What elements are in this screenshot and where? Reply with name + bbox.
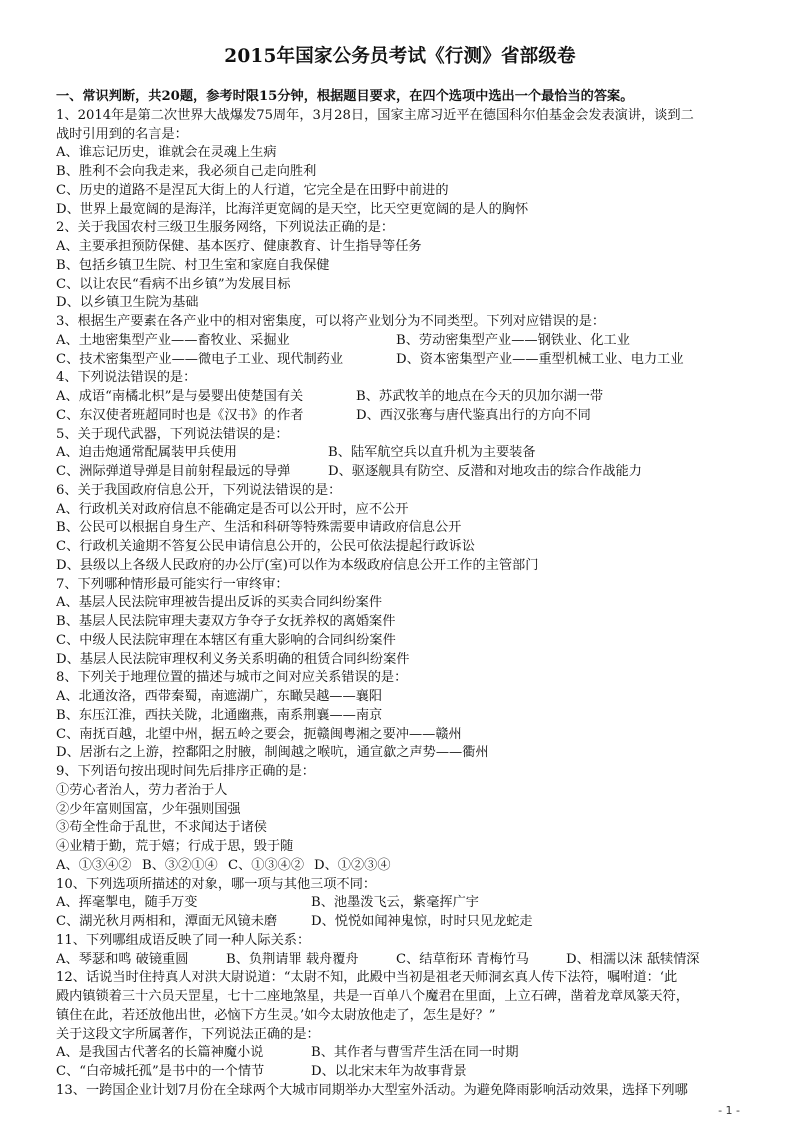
question-5-options-row-2 [56,463,746,482]
question-3-options-row-2 [56,351,746,370]
question-12-stem-cont-1: 殿内镇锁着三十六员天罡星，七十二座地煞星，共是一百单八个魔君在里面，上立石碑，凿着龙章凤篆天符， [56,989,689,1004]
question-12-options-row-1 [56,1044,746,1063]
document-title: 2015年国家公务员考试《行测》省部级卷 [224,46,576,67]
question-4-stem: 4、下列说法错误的是： [56,370,197,386]
question-5-option-d: D、驱逐舰具有防空、反潜和对地攻击的综合作战能力 [328,464,642,479]
question-1-stem-cont: 战时引用到的名言是： [56,126,188,142]
question-2-stem: 2、关于我国农村三级卫生服务网络，下列说法正确的是： [56,220,395,236]
question-1-option-a: A、谁忘记历史，谁就会在灵魂上生病 [56,145,277,161]
page-number: - 1 - [718,1104,740,1117]
document-body [56,88,746,1101]
question-5-stem: 5、关于现代武器，下列说法错误的是： [56,426,289,442]
question-12-stem-cont-2: 镇住在此，若还放他出世，必恼下方生灵。’如今太尉放他走了，怎生是好？” [56,1007,496,1023]
question-2-option-b: B、包括乡镇卫生院、村卫生室和家庭自我保健 [56,257,330,273]
question-13-stem: 13、一跨国企业计划7月份在全球两个大城市同期举办大型室外活动。为避免降雨影响活动效果，选择下列哪 [56,1082,688,1098]
question-6-stem: 6、关于我国政府信息公开，下列说法错误的是： [56,482,342,498]
question-12-option-d: D、以北宋末年为故事背景 [311,1064,467,1079]
question-12-option-c: C、“白帝城托孤”是书中的一个情节 [56,1064,265,1079]
question-8-option-c: C、南抚百越，北望中州，据五岭之要会，扼赣闽粤湘之要冲——赣州 [56,726,462,742]
question-9-option-a: A、①③④② [56,857,132,873]
question-10-option-a: A、挥毫掣电，随手万变 [56,895,198,911]
question-10-stem: 10、下列选项所描述的对象，哪一项与其他三项不同： [56,876,377,892]
question-10-option-c: C、湖光秋月两相和，潭面无风镜未磨 [56,914,278,929]
question-2-option-a: A、主要承担预防保健、基本医疗、健康教育、计生指导等任务 [56,239,422,254]
question-12-prompt: 关于这段文字所属著作，下列说法正确的是： [56,1026,320,1042]
question-1-option-b: B、胜利不会向我走来，我必须自己走向胜利 [56,164,317,179]
question-12-stem: 12、话说当时住持真人对洪大尉说道：“太尉不知，此殿中当初是祖老天师洞玄真人传下法符，嘱咐道：‘此 [56,970,678,986]
question-3-options-row-1 [56,332,746,351]
question-5-option-a: A、迫击炮通常配属装甲兵使用 [56,445,237,461]
question-3-option-a: A、土地密集型产业——畜牧业、采掘业 [56,332,290,348]
question-3-stem: 3、根据生产要素在各产业中的相对密集度，可以将产业划分为不同类型。下列对应错误的是： [56,314,606,329]
question-9-options-row [56,857,746,876]
question-1-option-c: C、历史的道路不是涅瓦大街上的人行道，它完全是在田野中前进的 [56,182,449,198]
question-2-option-d: D、以乡镇卫生院为基础 [56,295,199,311]
question-8-stem: 8、下列关于地理位置的描述与城市之间对应关系错误的是： [56,670,408,686]
question-10-options-row-2 [56,913,746,932]
question-10-option-b: B、池墨泼飞云，紫毫挥广宇 [311,895,479,911]
question-6-option-c: C、行政机关逾期不答复公民申请信息公开的，公民可依法提起行政诉讼 [56,539,475,554]
question-9-option-d: D、①②③④ [314,857,391,873]
question-1-stem: 1、2014年是第二次世界大战爆发75周年，3月28日，国家主席习近平在德国科尔伯基金会发表演讲，谈到二 [56,107,694,123]
question-1-option-d: D、世界上最宽阔的是海洋，比海洋更宽阔的是天空，比天空更宽阔的是人的胸怀 [56,201,529,217]
question-9-sentence-4: ④业精于勤，荒于嬉；行成于思，毁于随 [56,839,294,854]
question-5-options-row-1 [56,444,746,463]
section-heading: 一、常识判断，共20题，参考时限15分钟，根据题目要求，在四个选项中选出一个最恰当的答案。 [56,89,634,104]
question-4-options-row-1 [56,388,746,407]
question-8-option-a: A、北通汝洛，西带秦蜀，南遮湖广，东瞰吴越——襄阳 [56,689,383,704]
question-8-option-d: D、居浙右之上游，控鄱阳之肘腋，制闽越之喉吭，通宣歙之声势——衢州 [56,745,489,761]
question-9-option-c: C、①③④② [228,857,305,873]
question-6-option-b: B、公民可以根据自身生产、生活和科研等特殊需要申请政府信息公开 [56,520,462,536]
question-6-option-d: D、县级以上各级人民政府的办公厅(室)可以作为本级政府信息公开工作的主管部门 [56,557,539,573]
question-9-stem: 9、下列语句按出现时间先后排序正确的是： [56,764,315,779]
question-9-sentence-2: ②少年富则国富，少年强则国强 [56,801,241,817]
question-11-option-b: B、负荆请罪 载舟覆舟 [226,951,359,967]
question-10-options-row-1 [56,894,746,913]
question-4-option-a: A、成语“南橘北枳”是与晏婴出使楚国有关 [56,389,304,404]
question-2-option-c: C、以让农民“看病不出乡镇”为发展目标 [56,276,291,292]
question-10-option-d: D、悦悦如闻神鬼惊，时时只见龙蛇走 [311,914,533,929]
question-7-option-b: B、基层人民法院审理夫妻双方争夺子女抚养权的离婚案件 [56,614,396,629]
question-4-option-b: B、苏武牧羊的地点在今天的贝加尔湖一带 [356,389,604,404]
question-12-options-row-2 [56,1063,746,1082]
question-9-sentence-3: ③苟全性命于乱世，不求闻达于诸侯 [56,820,267,836]
question-11-option-d: D、相濡以沫 舐犊情深 [566,951,700,967]
question-11-option-c: C、结草衔环 青梅竹马 [396,951,529,967]
question-8-option-b: B、东压江淮，西扶关陇，北通幽燕，南系荆襄——南京 [56,707,383,723]
question-3-option-b: B、劳动密集型产业——钢铁业、化工业 [396,332,630,348]
question-7-stem: 7、下列哪种情形最可能实行一审终审： [56,576,289,592]
question-3-option-c: C、技术密集型产业——微电子工业、现代制药业 [56,351,344,367]
question-7-option-c: C、中级人民法院审理在本辖区有重大影响的合同纠纷案件 [56,632,396,648]
question-7-option-a: A、基层人民法院审理被告提出反诉的买卖合同纠纷案件 [56,595,383,611]
question-7-option-d: D、基层人民法院审理权利义务关系明确的租赁合同纠纷案件 [56,651,410,667]
question-4-option-c: C、东汉使者班超同时也是《汉书》的作者 [56,407,304,423]
question-11-option-a: A、琴瑟和鸣 破镜重圆 [56,951,189,967]
question-11-options-row [56,951,746,970]
question-12-option-a: A、是我国古代著名的长篇神魔小说 [56,1045,264,1061]
question-3-option-d: D、资本密集型产业——重型机械工业、电力工业 [396,351,684,367]
question-5-option-b: B、陆军航空兵以直升机为主要装备 [328,445,536,461]
question-12-option-b: B、其作者与曹雪芹生活在同一时期 [311,1045,519,1061]
question-5-option-c: C、洲际弹道导弹是目前射程最远的导弹 [56,464,291,479]
question-9-option-b: B、③②①④ [142,857,218,873]
question-4-options-row-2 [56,407,746,426]
question-9-sentence-1: ①劳心者治人，劳力者治于人 [56,782,228,798]
question-11-stem: 11、下列哪组成语反映了同一种人际关系： [56,932,311,948]
question-4-option-d: D、西汉张骞与唐代鉴真出行的方向不同 [356,407,591,423]
question-6-option-a: A、行政机关对政府信息不能确定是否可以公开时，应不公开 [56,501,409,517]
